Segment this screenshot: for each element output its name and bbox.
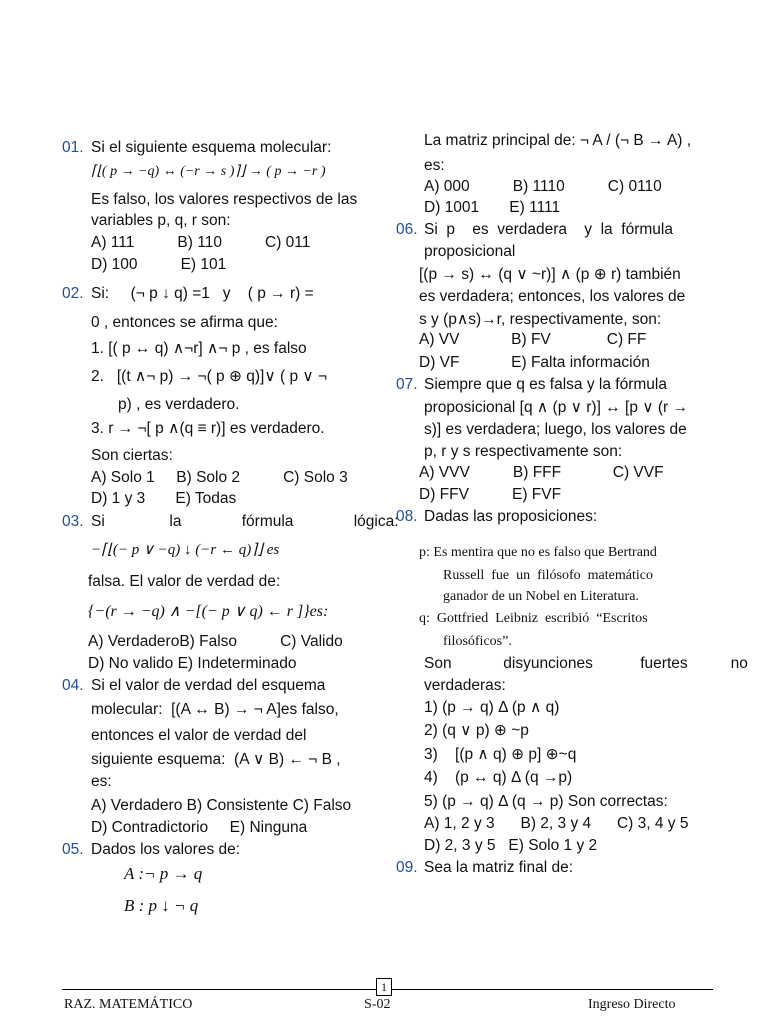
question-text: La matriz principal de: ¬ A / (¬ B → A) ,	[424, 132, 692, 149]
proposition-p-cont: Russell fue un filósofo matemático	[443, 568, 653, 583]
footer-program-name: Ingreso Directo	[588, 997, 676, 1012]
formula: {−(r → −q) ∧ −[(− p ∨ q) ← r ]}es:	[88, 603, 329, 620]
answer-options: D) No valido E) Indeterminado	[88, 655, 297, 672]
question-text: Es falso, los valores respectivos de las	[91, 191, 358, 208]
statement-2: 2. [(t ∧¬ p) → ¬( p ⊕ q)]∨ ( p ∨ ¬	[91, 368, 328, 385]
question-text: es:	[91, 773, 112, 790]
question-number: 08.	[396, 508, 418, 525]
formula-a: A :¬ p → q	[124, 864, 203, 883]
item-5: 5) (p → q) Δ (q → p) Son correctas:	[424, 793, 668, 810]
question-text: Si la fórmula lógica:	[91, 513, 399, 530]
answer-options: A) VV B) FV C) FF	[419, 331, 647, 348]
answer-options: D) 1 y 3 E) Todas	[91, 490, 237, 507]
question-number: 03.	[62, 513, 84, 530]
question-text: siguiente esquema: (A ∨ B) ← ¬ B ,	[91, 751, 341, 768]
question-number: 09.	[396, 859, 418, 876]
item-3: 3) [(p ∧ q) ⊕ p] ⊕~q	[424, 746, 577, 763]
question-text: es:	[424, 157, 445, 174]
item-4: 4) (p ↔ q) Δ (q →p)	[424, 769, 573, 786]
formula: ⌈⌊( p → −q) ↔ (−r → s )⌉⌋ → ( p → −r )	[91, 164, 326, 179]
proposition-q: q: Gottfried Leibniz escribió “Escritos	[419, 611, 648, 626]
formula-b: B : p ↓ ¬ q	[124, 896, 199, 915]
question-text: entonces el valor de verdad del	[91, 727, 307, 744]
proposition-p-cont: ganador de un Nobel en Literatura.	[443, 589, 639, 604]
question-text: Son ciertas:	[91, 447, 173, 464]
question-text: es verdadera; entonces, los valores de	[419, 288, 686, 305]
answer-options: A) 000 B) 1110 C) 0110	[424, 178, 662, 195]
item-1: 1) (p → q) Δ (p ∧ q)	[424, 699, 560, 716]
formula: [(p → s) ↔ (q ∨ ~r)] ∧ (p ⊕ r) también	[419, 266, 681, 283]
footer-course-title: RAZ. MATEMÁTICO	[64, 997, 193, 1012]
page-number: 1	[376, 978, 392, 996]
question-text: Dados los valores de:	[91, 841, 241, 858]
question-text: Si p es verdadera y la fórmula	[424, 221, 673, 238]
question-text: variables p, q, r son:	[91, 212, 231, 229]
answer-options: D) 2, 3 y 5 E) Solo 1 y 2	[424, 837, 598, 854]
statement-2-cont: p) , es verdadero.	[118, 396, 240, 413]
question-text: Si el valor de verdad del esquema	[91, 677, 326, 694]
question-text: Siempre que q es falsa y la fórmula	[424, 376, 667, 393]
proposition-p: p: Es mentira que no es falso que Bertrand	[419, 545, 657, 560]
question-text: Sea la matriz final de:	[424, 859, 574, 876]
proposition-q-cont: filosóficos”.	[443, 634, 512, 649]
answer-options: D) 100 E) 101	[91, 256, 227, 273]
answer-options: A) 111 B) 110 C) 011	[91, 234, 311, 251]
answer-options: A) VerdaderoB) Falso C) Valido	[88, 633, 343, 650]
question-text: Si el siguiente esquema molecular:	[91, 139, 332, 156]
question-text: Dadas las proposiciones:	[424, 508, 598, 525]
question-text: s)] es verdadera; luego, los valores de	[424, 421, 687, 438]
answer-options: D) Contradictorio E) Ninguna	[91, 819, 308, 836]
question-text: Son disyunciones fuertes no	[424, 655, 748, 672]
answer-options: A) VVV B) FFF C) VVF	[419, 464, 664, 481]
question-text: Si: (¬ p ↓ q) =1 y ( p → r) =	[91, 285, 314, 302]
statement-1: 1. [( p ↔ q) ∧¬r] ∧¬ p , es falso	[91, 340, 307, 357]
answer-options: D) VF E) Falta información	[419, 354, 650, 371]
item-2: 2) (q ∨ p) ⊕ ~p	[424, 722, 529, 739]
question-text: falsa. El valor de verdad de:	[88, 573, 281, 590]
answer-options: A) Solo 1 B) Solo 2 C) Solo 3	[91, 469, 348, 486]
question-number: 02.	[62, 285, 84, 302]
statement-3: 3. r → ¬[ p ∧(q ≡ r)] es verdadero.	[91, 420, 325, 437]
question-text: verdaderas:	[424, 677, 506, 694]
question-text: molecular: [(A ↔ B) → ¬ A]es falso,	[91, 701, 339, 718]
question-text: p, r y s respectivamente son:	[424, 443, 623, 460]
question-number: 01.	[62, 139, 84, 156]
question-number: 06.	[396, 221, 418, 238]
question-text: proposicional	[424, 243, 516, 260]
question-number: 07.	[396, 376, 418, 393]
question-text: proposicional [q ∧ (p ∨ r)] ↔ [p ∨ (r →	[424, 399, 689, 416]
answer-options: D) 1001 E) 1111	[424, 199, 561, 216]
question-text: s y (p∧s)→r, respectivamente, son:	[419, 311, 662, 328]
question-text: 0 , entonces se afirma que:	[91, 314, 278, 331]
answer-options: A) 1, 2 y 3 B) 2, 3 y 4 C) 3, 4 y 5	[424, 815, 689, 832]
answer-options: D) FFV E) FVF	[419, 486, 562, 503]
question-number: 04.	[62, 677, 84, 694]
answer-options: A) Verdadero B) Consistente C) Falso	[91, 797, 352, 814]
question-number: 05.	[62, 841, 84, 858]
footer-session-code: S-02	[364, 997, 391, 1012]
formula: −⌈⌊(− p ∨ −q) ↓ (−r ← q)⌉⌋ es	[91, 542, 280, 558]
